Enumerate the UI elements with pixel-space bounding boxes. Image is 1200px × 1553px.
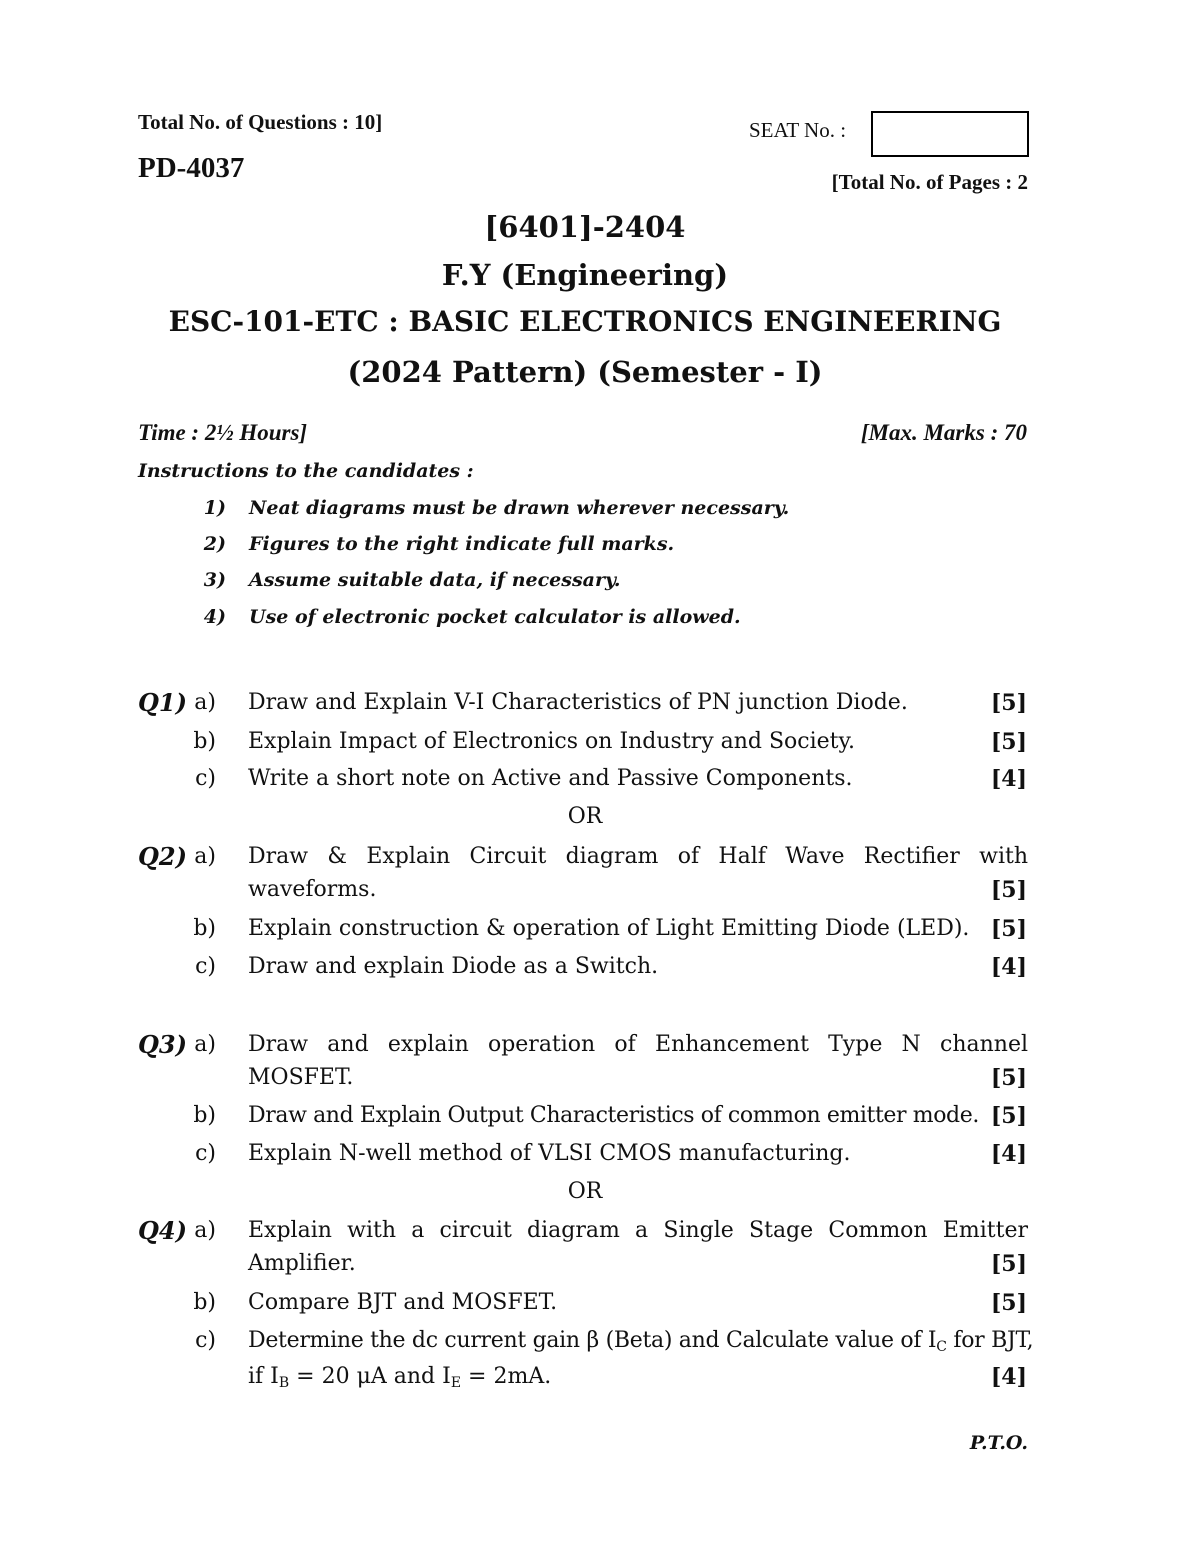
instruction-text: Use of electronic pocket calculator is allowed. — [249, 606, 741, 628]
max-marks: [Max. Marks : 70 — [860, 420, 1027, 445]
question-text: Draw and Explain V-I Characteristics of PN junction Diode. — [248, 690, 908, 715]
question-number-q2: Q2) — [138, 842, 187, 871]
paper-code: PD-4037 — [138, 152, 245, 184]
question-marks: [5] — [990, 1103, 1027, 1129]
question-text: Write a short note on Active and Passive Components. — [248, 766, 853, 791]
text-fragment: = 2mA. — [461, 1364, 552, 1389]
question-marks: [4] — [990, 1364, 1027, 1390]
question-marks: [5] — [990, 690, 1027, 716]
sub-question-label: b) — [193, 916, 216, 941]
question-marks: [5] — [990, 1251, 1027, 1277]
question-number-q4: Q4) — [138, 1216, 187, 1245]
text-fragment: = 20 μA and I — [289, 1364, 451, 1389]
sub-question-label: a) — [194, 844, 216, 869]
instruction-text: Figures to the right indicate full marks. — [249, 533, 675, 555]
subscript-b: B — [278, 1375, 290, 1391]
sub-question-label: a) — [194, 690, 216, 715]
total-questions: Total No. of Questions : 10] — [138, 110, 383, 134]
subscript-c: C — [936, 1339, 947, 1355]
sub-question-label: a) — [194, 1032, 216, 1057]
time-duration: Time : 2½ Hours] — [138, 420, 308, 445]
text-fragment: if I — [248, 1364, 279, 1389]
question-text — [248, 1328, 1033, 1355]
instruction-number: 3) — [203, 569, 226, 591]
question-number-q1: Q1) — [138, 688, 187, 717]
question-text: Compare BJT and MOSFET. — [248, 1290, 558, 1315]
instruction-number: 1) — [203, 497, 226, 519]
or-separator: OR — [567, 1179, 603, 1204]
question-text-continued: Amplifier. — [248, 1251, 356, 1276]
exam-code: [6401]-2404 — [484, 210, 686, 244]
question-marks: [4] — [990, 954, 1027, 980]
question-text: Explain construction & operation of Light Emitting Diode (LED). — [248, 916, 970, 941]
sub-question-label: c) — [195, 1328, 216, 1353]
instruction-number: 4) — [203, 606, 226, 628]
or-separator: OR — [567, 804, 603, 829]
text-fragment: for BJT, — [946, 1328, 1034, 1353]
question-marks: [4] — [990, 766, 1027, 792]
sub-question-label: b) — [193, 1290, 216, 1315]
question-number-q3: Q3) — [138, 1030, 187, 1059]
course-year: F.Y (Engineering) — [441, 258, 729, 292]
subject-title: ESC-101-ETC : BASIC ELECTRONICS ENGINEERING — [168, 305, 1002, 338]
instruction-number: 2) — [203, 533, 226, 555]
question-text-continued: waveforms. — [248, 877, 377, 902]
seat-number-label: SEAT No. : — [749, 118, 847, 142]
pattern-semester: (2024 Pattern) (Semester - I) — [347, 355, 823, 389]
sub-question-label: c) — [195, 954, 216, 979]
question-text: Explain with a circuit diagram a Single Stage Common Emitter — [248, 1218, 1028, 1243]
question-text-continued: MOSFET. — [248, 1065, 354, 1090]
subscript-e: E — [450, 1375, 462, 1391]
question-text: Explain N-well method of VLSI CMOS manufacturing. — [248, 1141, 851, 1166]
question-marks: [4] — [990, 1141, 1027, 1167]
question-text: Draw and explain Diode as a Switch. — [248, 954, 659, 979]
question-marks: [5] — [990, 1065, 1027, 1091]
question-text: Draw and explain operation of Enhancement Type N channel — [248, 1032, 1028, 1057]
question-marks: [5] — [990, 916, 1027, 942]
sub-question-label: a) — [194, 1218, 216, 1243]
question-marks: [5] — [990, 729, 1027, 755]
sub-question-label: c) — [195, 1141, 216, 1166]
question-marks: [5] — [990, 877, 1027, 903]
total-pages: [Total No. of Pages : 2 — [831, 170, 1028, 194]
question-text: Draw and Explain Output Characteristics of common emitter mode. — [248, 1103, 979, 1128]
instructions-heading: Instructions to the candidates : — [138, 460, 474, 482]
question-text: Explain Impact of Electronics on Industry and Society. — [248, 729, 856, 754]
please-turn-over: P.T.O. — [969, 1432, 1028, 1454]
question-marks: [5] — [990, 1290, 1027, 1316]
instruction-text: Neat diagrams must be drawn wherever necessary. — [249, 497, 790, 519]
seat-number-box — [871, 111, 1029, 157]
sub-question-label: b) — [193, 1103, 216, 1128]
text-fragment: Determine the dc current gain β (Beta) and Calculate value of I — [248, 1328, 937, 1353]
instruction-text: Assume suitable data, if necessary. — [249, 569, 621, 591]
question-text-continued — [248, 1364, 551, 1391]
sub-question-label: b) — [193, 729, 216, 754]
sub-question-label: c) — [195, 766, 216, 791]
question-text: Draw & Explain Circuit diagram of Half Wave Rectifier with — [248, 844, 1028, 869]
